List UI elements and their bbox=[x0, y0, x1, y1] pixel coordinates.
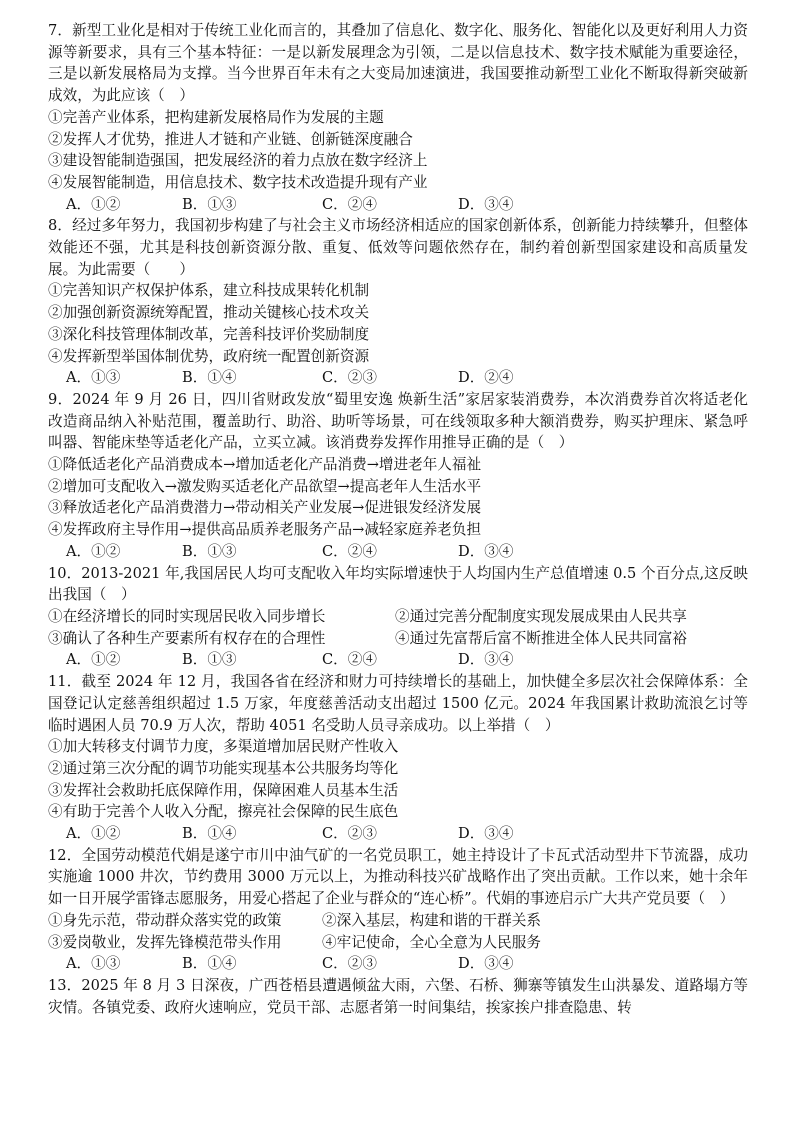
choice-c: C．②③ bbox=[322, 369, 377, 387]
choice-c: C．②③ bbox=[322, 825, 377, 843]
option-4: ④发挥新型举国体制优势，政府统一配置创新资源 bbox=[48, 347, 370, 365]
choice-a: A．①② bbox=[66, 651, 121, 669]
question-stem: 7．新型工业化是相对于传统工业化而言的，其叠加了信息化、数字化、服务化、智能化以及更好利用人力资源等新要求，具有三个基本特征：一是以新发展理念为引领，二是以信息技术、数字技术赋能为重要途径，三是以新发展格局为支撑。当今世界百年未有之大变局加速演进，我国要推动新型工业化不断取得新突破新成效，为此应该（ ） bbox=[48, 22, 748, 105]
option-2: ②深入基层，构建和谐的干群关系 bbox=[322, 911, 541, 929]
option-4: ④发挥政府主导作用→提供高品质养老服务产品→减轻家庭养老负担 bbox=[48, 521, 482, 539]
answer-choices bbox=[66, 541, 748, 563]
question-7 bbox=[48, 20, 748, 215]
choice-b: B．①③ bbox=[182, 542, 237, 560]
option-1: ①完善产业体系，把构建新发展格局作为发展的主题 bbox=[48, 108, 384, 126]
option-2: ②加强创新资源统筹配置，推动关键核心技术攻关 bbox=[48, 304, 370, 322]
choice-a: A．①② bbox=[66, 195, 121, 213]
choice-d: D．③④ bbox=[458, 651, 514, 669]
option-1: ①降低适老化产品消费成本→增加适老化产品消费→增进老年人福祉 bbox=[48, 456, 482, 474]
option-2: ②通过第三次分配的调节功能实现基本公共服务均等化 bbox=[48, 759, 399, 777]
option-3: ③深化科技管理体制改革，完善科技评价奖励制度 bbox=[48, 325, 370, 343]
option-3: ③确认了各种生产要素所有权存在的合理性 bbox=[48, 629, 326, 647]
option-4: ④通过先富帮后富不断推进全体人民共同富裕 bbox=[395, 629, 687, 647]
option-1: ①身先示范，带动群众落实党的政策 bbox=[48, 911, 282, 929]
option-3: ③发挥社会救助托底保障作用，保障困难人员基本生活 bbox=[48, 781, 399, 799]
option-3: ③建设智能制造强国，把发展经济的着力点放在数字经济上 bbox=[48, 152, 428, 170]
option-row bbox=[48, 628, 748, 650]
option-4: ④牢记使命，全心全意为人民服务 bbox=[322, 933, 541, 951]
answer-choices bbox=[66, 194, 748, 216]
question-stem: 8．经过多年努力，我国初步构建了与社会主义市场经济相适应的国家创新体系，创新能力持续攀升，但整体效能还不强，尤其是科技创新资源分散、重复、低效等问题依然存在，制约着创新型国家建设和高质量发展。为此需要（ ） bbox=[48, 217, 748, 278]
option-4: ④发展智能制造，用信息技术、数字技术改造提升现有产业 bbox=[48, 173, 428, 191]
option-4: ④有助于完善个人收入分配，擦亮社会保障的民生底色 bbox=[48, 803, 399, 821]
question-13 bbox=[48, 975, 748, 1018]
choice-d: D．③④ bbox=[458, 195, 514, 213]
option-2: ②增加可支配收入→激发购买适老化产品欲望→提高老年人生活水平 bbox=[48, 477, 482, 495]
question-stem: 9．2024 年 9 月 26 日，四川省财政发放“蜀里安逸 焕新生活”家居家装消费券，本次消费券首次将适老化改造商品纳入补贴范围，覆盖助行、助浴、助听等场景，可在线领取多种大额消费券，购买护理床、紧急呼叫器、智能床垫等适老化产品，立买立减。该消费券发挥作用推导正确的是（ ） bbox=[48, 390, 748, 452]
question-8 bbox=[48, 215, 748, 389]
question-10 bbox=[48, 563, 748, 672]
answer-choices bbox=[66, 649, 748, 671]
choice-d: D．③④ bbox=[458, 955, 514, 973]
choice-b: B．①③ bbox=[182, 195, 237, 213]
option-2: ②发挥人才优势，推进人才链和产业链、创新链深度融合 bbox=[48, 130, 413, 148]
choice-c: C．②③ bbox=[322, 955, 377, 973]
option-2: ②通过完善分配制度实现发展成果由人民共享 bbox=[395, 607, 687, 625]
choice-a: A．①② bbox=[66, 825, 121, 843]
choice-a: A．①③ bbox=[66, 955, 121, 973]
choice-b: B．①④ bbox=[182, 825, 237, 843]
question-9 bbox=[48, 389, 748, 563]
choice-b: B．①④ bbox=[182, 369, 237, 387]
exam-page bbox=[48, 20, 748, 1018]
answer-choices bbox=[66, 367, 748, 389]
option-row bbox=[48, 910, 748, 932]
choice-b: B．①④ bbox=[182, 955, 237, 973]
question-stem: 10．2013-2021 年,我国居民人均可支配收入年均实际增速快于人均国内生产总值增速 0.5 个百分点,这反映出我国（ ） bbox=[48, 564, 748, 604]
question-12 bbox=[48, 845, 748, 975]
choice-b: B．①③ bbox=[182, 651, 237, 669]
answer-choices bbox=[66, 953, 748, 975]
question-stem: 13．2025 年 8 月 3 日深夜，广西苍梧县遭遇倾盆大雨，六堡、石桥、狮寨等镇发生山洪暴发、道路塌方等灾情。各镇党委、政府火速响应，党员干部、志愿者第一时间集结，挨家挨户排查隐患、转 bbox=[48, 976, 748, 1016]
answer-choices bbox=[66, 823, 748, 845]
option-3: ③爱岗敬业，发挥先锋模范带头作用 bbox=[48, 933, 282, 951]
question-stem: 12．全国劳动模范代娟是遂宁市川中油气矿的一名党员职工，她主持设计了卡瓦式活动型井下节流器，成功实施逾 1000 井次，节约费用 3000 万元以上，为推动科技兴矿战略作出了突出贡献。工作以来，她十余年如一日开展学雷锋志愿服务，用爱心搭起了企业与群众的“连心桥”。代娟的事迹启示广大共产党员要（ ） bbox=[48, 846, 748, 908]
choice-c: C．②④ bbox=[322, 651, 377, 669]
question-stem: 11．截至 2024 年 12 月，我国各省在经济和财力可持续增长的基础上，加快健全多层次社会保障体系：全国登记认定慈善组织超过 1.5 万家，年度慈善活动支出超过 1500 亿元。2024 年我国累计救助流浪乞讨等临时遇困人员 70.9 万人次，帮助 4051 名受助人员寻亲成功。以上举措（ ） bbox=[48, 673, 748, 734]
option-row bbox=[48, 606, 748, 628]
choice-c: C．②④ bbox=[322, 542, 377, 560]
option-row bbox=[48, 932, 748, 954]
choice-d: D．②④ bbox=[458, 369, 514, 387]
choice-c: C．②④ bbox=[322, 195, 377, 213]
choice-a: A．①③ bbox=[66, 369, 121, 387]
option-1: ①在经济增长的同时实现居民收入同步增长 bbox=[48, 607, 326, 625]
option-1: ①加大转移支付调节力度，多渠道增加居民财产性收入 bbox=[48, 738, 399, 756]
choice-d: D．③④ bbox=[458, 825, 514, 843]
choice-a: A．①② bbox=[66, 542, 121, 560]
choice-d: D．③④ bbox=[458, 542, 514, 560]
option-1: ①完善知识产权保护体系，建立科技成果转化机制 bbox=[48, 282, 370, 300]
option-3: ③释放适老化产品消费潜力→带动相关产业发展→促进银发经济发展 bbox=[48, 499, 482, 517]
question-11 bbox=[48, 671, 748, 845]
